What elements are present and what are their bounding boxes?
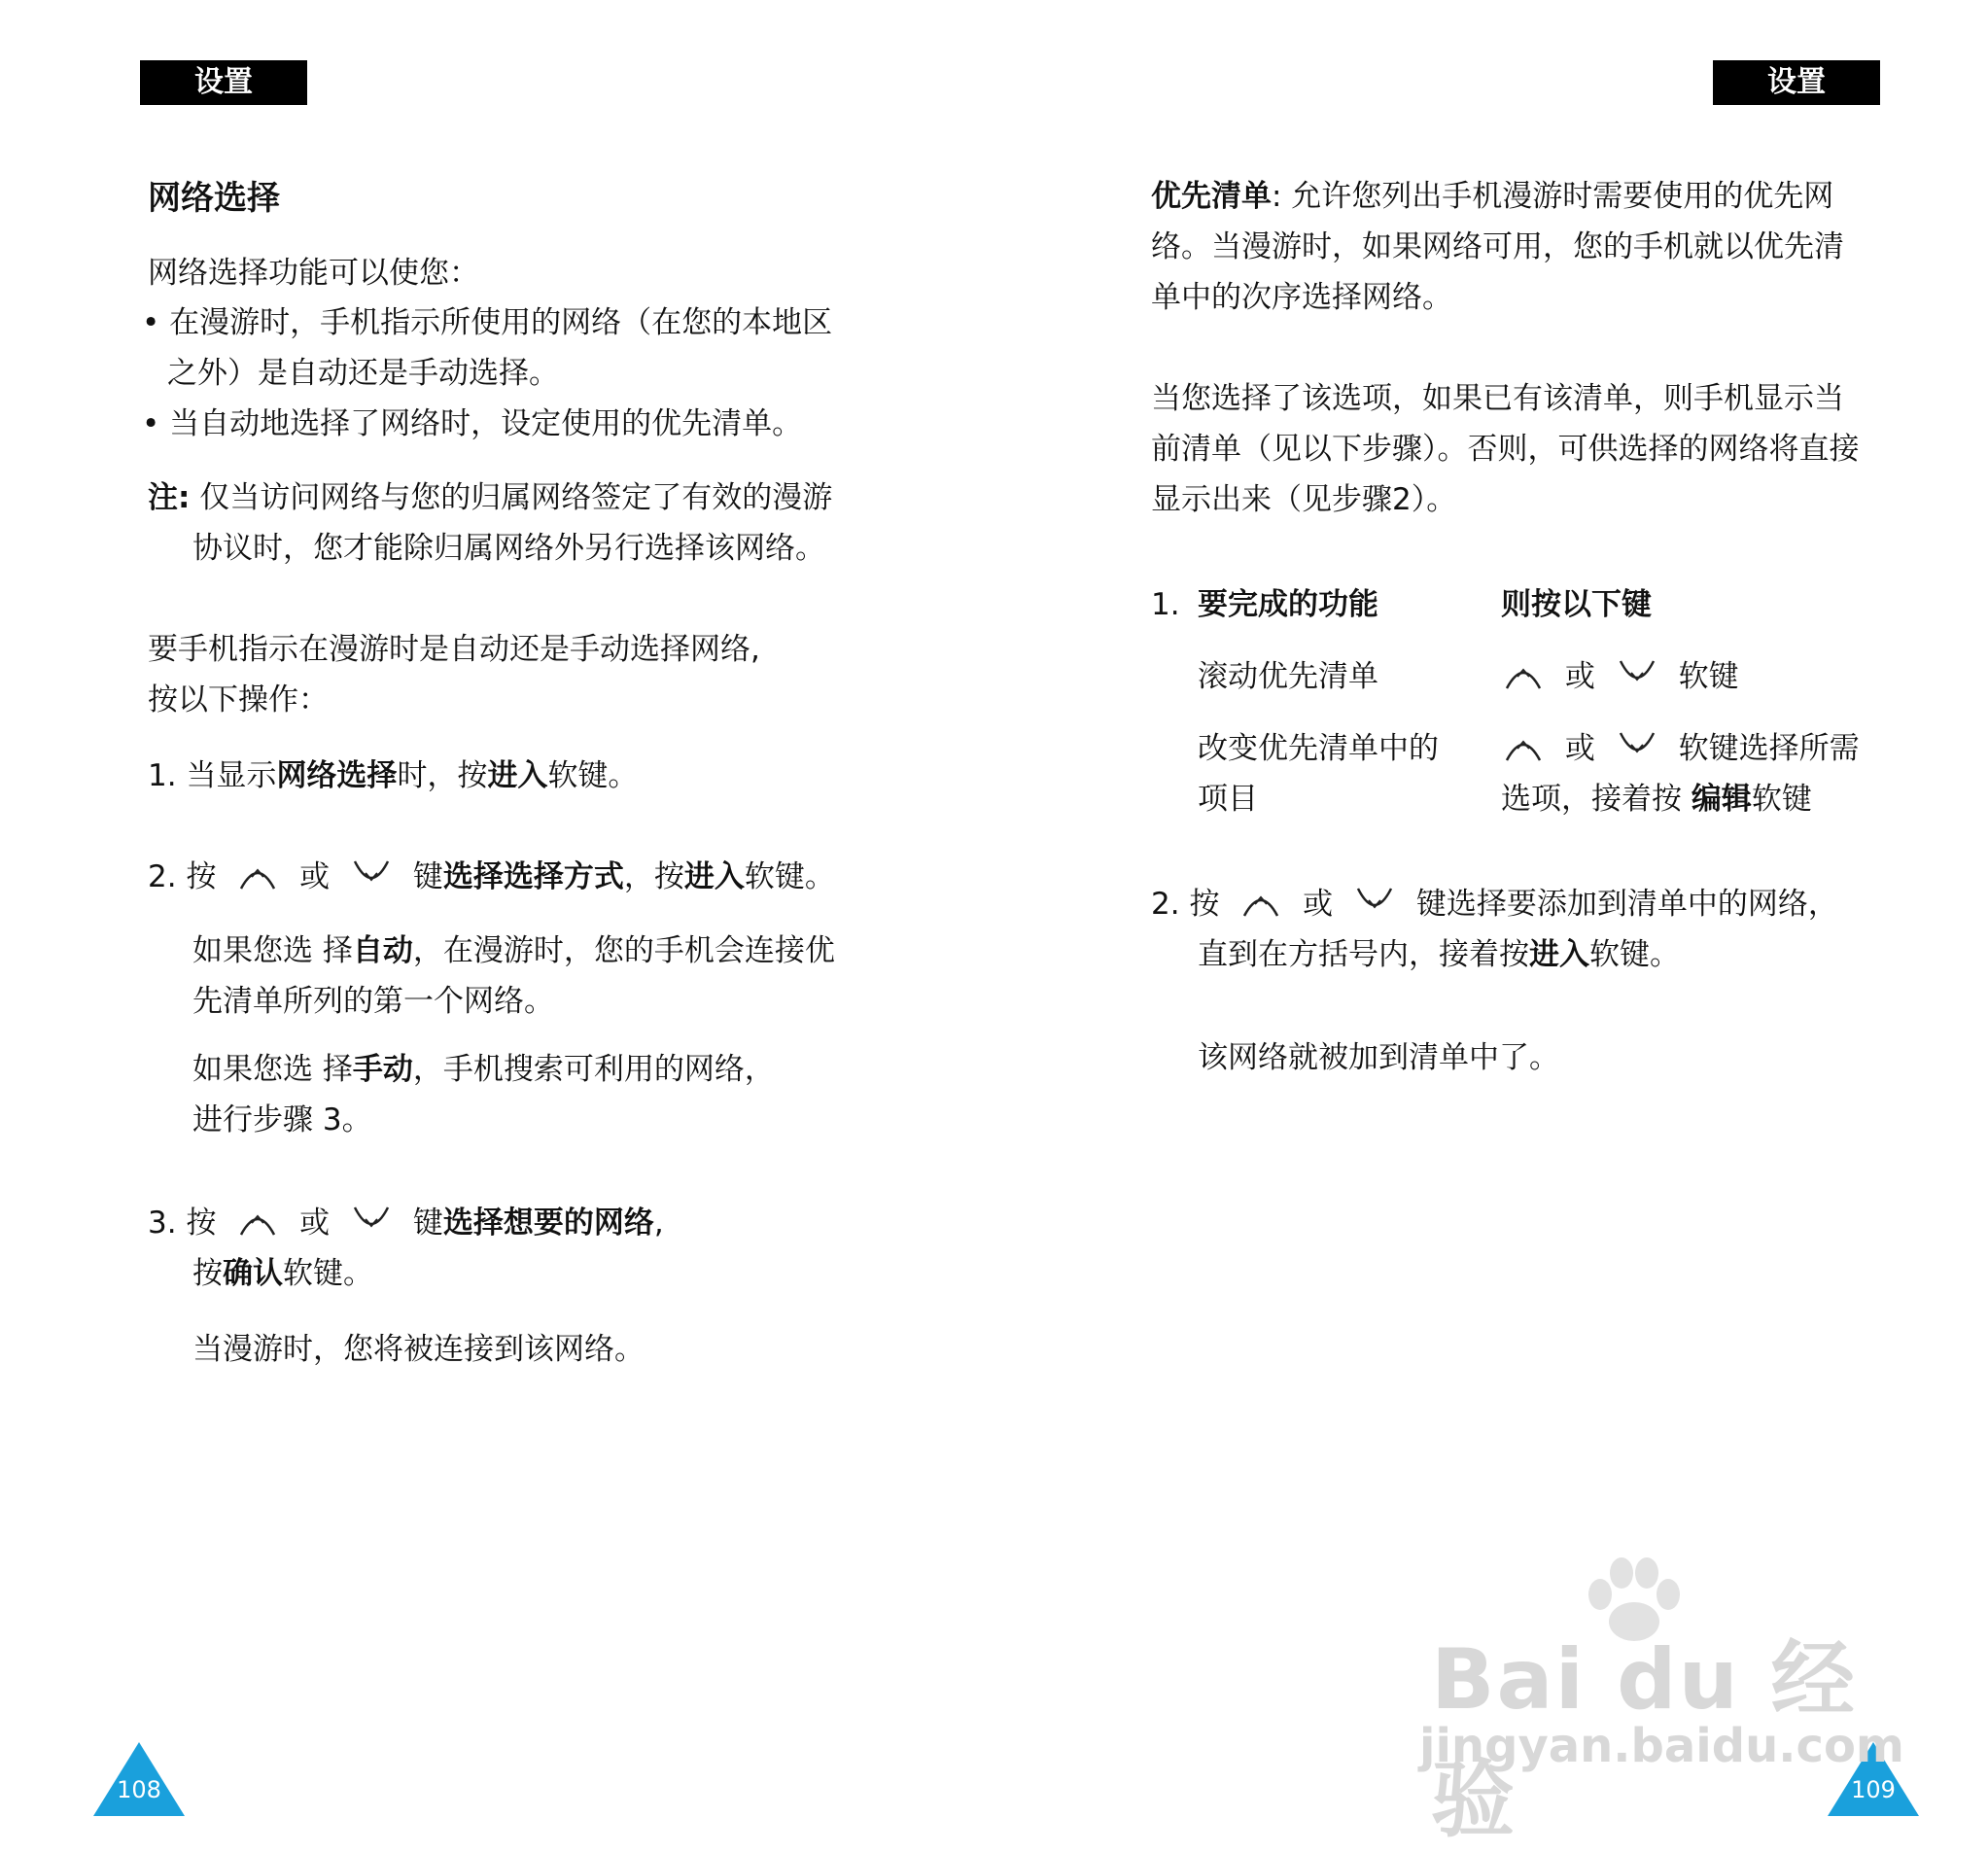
- section-heading: 网络选择: [148, 179, 280, 218]
- table-step-num: 1.: [1151, 587, 1180, 622]
- table-cell-function: 滚动优先清单: [1198, 659, 1378, 694]
- table-cell-function-cont: 项目: [1198, 782, 1258, 817]
- manual-text-cont: 进行步骤 3。: [192, 1102, 372, 1137]
- table-cell-function: 改变优先清单中的: [1198, 731, 1439, 766]
- left-page: [0, 0, 994, 1844]
- select-text: 当您选择了该选项，如果已有该清单，则手机显示当: [1151, 381, 1844, 416]
- note-cont: 协议时，您才能除归属网络外另行选择该网络。: [192, 531, 825, 566]
- auto-text: 如果您选 择自动，在漫游时，您的手机会连接优: [192, 933, 835, 968]
- section-tab: 设置: [1713, 60, 1880, 105]
- table-cell-keys: 或 软键: [1491, 651, 1739, 702]
- step-2-cont: 直到在方括号内，接着按进入软键。: [1198, 937, 1680, 972]
- up-key-icon: [1501, 655, 1546, 694]
- bullet-item: • 在漫游时，手机指示所使用的网络（在您的本地区: [142, 305, 833, 340]
- table-header-keys: 则按以下键: [1501, 587, 1652, 622]
- step-3: 3. 按 或 键选择想要的网络,: [148, 1198, 664, 1248]
- step-1: 1. 当显示网络选择时，按进入软键。: [148, 758, 639, 793]
- step-2: 2. 按 或 键选择要添加到清单中的网络，: [1151, 879, 1838, 929]
- select-text-cont: 前清单（见以下步骤）。否则，可供选择的网络将直接: [1151, 432, 1860, 467]
- select-text-cont: 显示出来（见步骤2）。: [1151, 482, 1457, 517]
- section-tab: 设置: [140, 60, 307, 105]
- down-key-icon: [1352, 883, 1397, 922]
- paragraph: 按以下操作：: [148, 682, 329, 717]
- auto-text-cont: 先清单所列的第一个网络。: [192, 984, 554, 1019]
- table-cell-keys-cont: 选项，接着按 编辑软键: [1501, 782, 1812, 817]
- down-key-icon: [349, 856, 394, 894]
- up-key-icon: [1501, 727, 1546, 766]
- watermark-main: Bai du 经验: [1431, 1631, 1857, 1849]
- page-number: 108: [117, 1776, 161, 1803]
- down-key-icon: [349, 1202, 394, 1241]
- step-2: 2. 按 或 键选择选择方式，按进入软键。: [148, 852, 835, 902]
- bullet-icon: •: [142, 305, 160, 340]
- watermark-url: jingyan.baidu.com: [1419, 1719, 1904, 1773]
- pref-list-text-cont: 单中的次序选择网络。: [1151, 280, 1452, 315]
- bullet-item-cont: 之外）是自动还是手动选择。: [167, 356, 559, 391]
- up-key-icon: [235, 856, 280, 894]
- note-label: 注:: [148, 480, 191, 515]
- down-key-icon: [1615, 655, 1659, 694]
- bullet-icon: •: [142, 406, 160, 441]
- intro-text: 网络选择功能可以使您：: [148, 256, 479, 291]
- note: 注: 仅当访问网络与您的归属网络签定了有效的漫游: [148, 480, 833, 515]
- up-key-icon: [235, 1202, 280, 1241]
- pref-list-text: 优先清单: 允许您列出手机漫游时需要使用的优先网: [1151, 179, 1834, 214]
- page-number: 109: [1851, 1776, 1896, 1803]
- down-key-icon: [1615, 727, 1659, 766]
- final-text: 该网络就被加到清单中了。: [1198, 1040, 1559, 1075]
- table-header-function: 要完成的功能: [1198, 587, 1378, 622]
- pref-list-text-cont: 络。当漫游时，如果网络可用，您的手机就以优先清: [1151, 229, 1844, 264]
- table-cell-keys: 或 软键选择所需: [1491, 723, 1860, 774]
- step-3-cont: 按确认软键。: [192, 1256, 373, 1291]
- up-key-icon: [1238, 883, 1283, 922]
- final-text: 当漫游时，您将被连接到该网络。: [192, 1332, 645, 1367]
- bullet-item: • 当自动地选择了网络时，设定使用的优先清单。: [142, 406, 803, 441]
- paragraph: 要手机指示在漫游时是自动还是手动选择网络,: [148, 632, 760, 667]
- manual-text: 如果您选 择手动，手机搜索可利用的网络，: [192, 1052, 775, 1087]
